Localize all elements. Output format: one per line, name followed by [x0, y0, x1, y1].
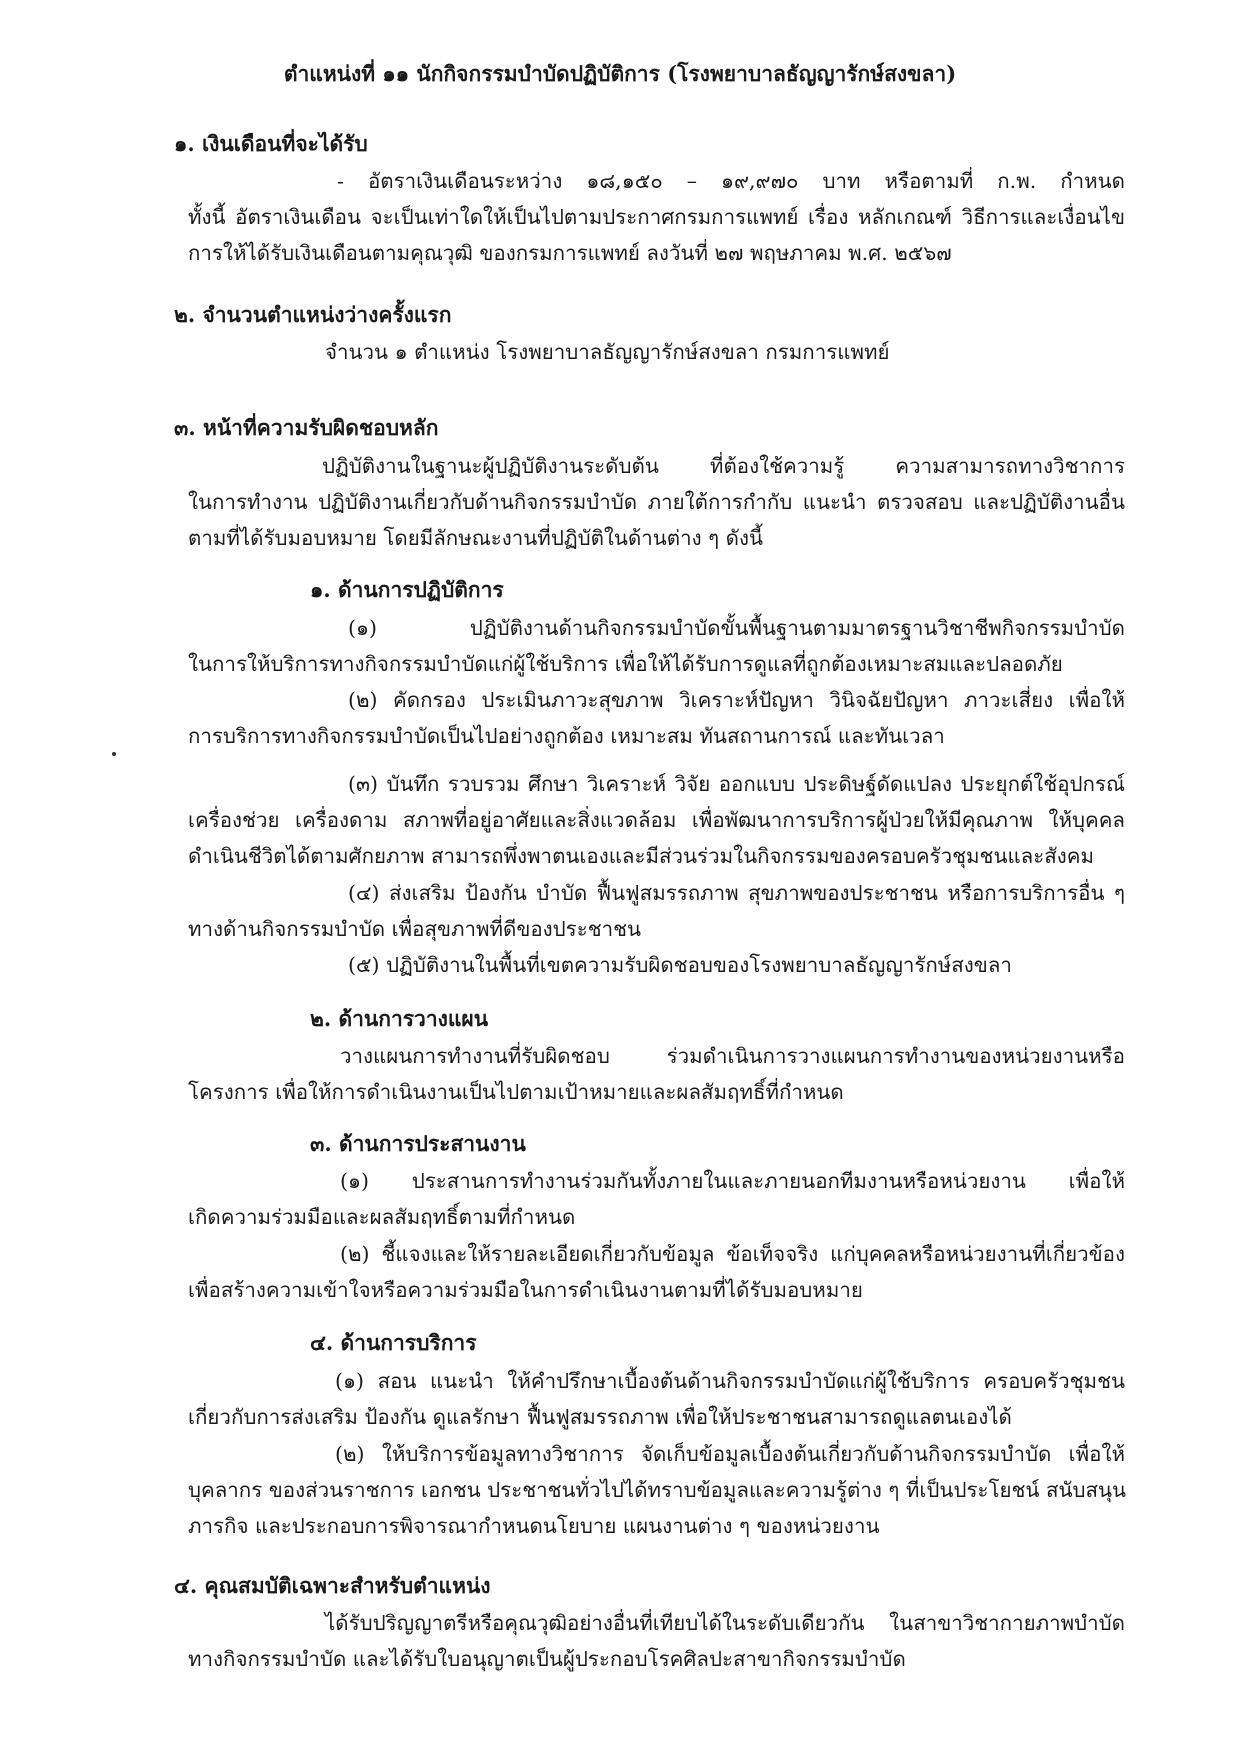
subsection-service-heading: ๔. ด้านการบริการ [310, 1330, 477, 1355]
qualification-line: ได้รับปริญญาตรีหรือคุณวุฒิอย่างอื่นที่เทียบได้ในระดับเดียวกัน ในสาขาวิชากายภาพบำบัด [325, 1611, 1125, 1635]
service-line: เกี่ยวกับการส่งเสริม ป้องกัน ดูแลรักษา ฟื้นฟูสมรรถภาพ เพื่อให้ประชาชนสามารถดูแลตนเองได้ [188, 1405, 1012, 1429]
operations-item-line: (๑) ปฏิบัติงานด้านกิจกรรมบำบัดขั้นพื้นฐานตามมาตรฐานวิชาชีพกิจกรรมบำบัด [348, 616, 1125, 640]
operations-item-line: เครื่องช่วย เครื่องดาม สภาพที่อยู่อาศัยและสิ่งแวดล้อม เพื่อพัฒนาการบริการผู้ป่วยให้มีคุณภาพ ให้บุคคล [188, 808, 1125, 832]
qualification-line: ทางกิจกรรมบำบัด และได้รับใบอนุญาตเป็นผู้ประกอบโรคศิลปะสาขากิจกรรมบำบัด [188, 1647, 906, 1671]
operations-item-line: (๒) คัดกรอง ประเมินภาวะสุขภาพ วิเคราะห์ปัญหา วินิจฉัยปัญหา ภาวะเสี่ยง เพื่อให้ [348, 688, 1125, 712]
coordination-line: เกิดความร่วมมือและผลสัมฤทธิ์ตามที่กำหนด [188, 1205, 576, 1229]
planning-line: โครงการ เพื่อให้การดำเนินงานเป็นไปตามเป้าหมายและผลสัมฤทธิ์ที่กำหนด [188, 1080, 844, 1104]
salary-line: - อัตราเงินเดือนระหว่าง ๑๘,๑๕๐ – ๑๙,๙๗๐ บาท หรือตามที่ ก.พ. กำหนด [337, 169, 1125, 193]
section-1-heading: ๑. เงินเดือนที่จะได้รับ [174, 131, 368, 156]
operations-item-line: (๓) บันทึก รวบรวม ศึกษา วิเคราะห์ วิจัย ออกแบบ ประดิษฐ์ดัดแปลง ประยุกต์ใช้อุปกรณ์ [348, 772, 1125, 796]
subsection-coordination-heading: ๓. ด้านการประสานงาน [310, 1131, 526, 1156]
operations-item-line: ทางด้านกิจกรรมบำบัด เพื่อสุขภาพที่ดีของประชาชน [188, 917, 642, 941]
subsection-planning-heading: ๒. ด้านการวางแผน [310, 1006, 489, 1031]
duty-intro-line: ในการทำงาน ปฏิบัติงานเกี่ยวกับด้านกิจกรรมบำบัด ภายใต้การกำกับ แนะนำ ตรวจสอบ และปฏิบัติงานอื่น [188, 490, 1125, 514]
service-line: (๑) สอน แนะนำ ให้คำปรึกษาเบื้องต้นด้านกิจกรรมบำบัดแก่ผู้ใช้บริการ ครอบครัวชุมชน [335, 1369, 1125, 1393]
section-4-heading: ๔. คุณสมบัติเฉพาะสำหรับตำแหน่ง [174, 1573, 491, 1598]
operations-item-line: (๔) ส่งเสริม ป้องกัน บำบัด ฟื้นฟูสมรรถภาพ สุขภาพของประชาชน หรือการบริการอื่น ๆ [348, 881, 1125, 905]
page-title: ตำแหน่งที่ ๑๑ นักกิจกรรมบำบัดปฏิบัติการ (โรงพยาบาลธัญญารักษ์สงขลา) [283, 61, 957, 86]
service-line: ภารกิจ และประกอบการพิจารณากำหนดนโยบาย แผนงานต่าง ๆ ของหน่วยงาน [188, 1514, 880, 1538]
scan-speck [112, 752, 116, 756]
operations-item-line: (๕) ปฏิบัติงานในพื้นที่เขตความรับผิดชอบของโรงพยาบาลธัญญารักษ์สงขลา [348, 953, 1012, 977]
coordination-line: เพื่อสร้างความเข้าใจหรือความร่วมมือในการดำเนินงานตามที่ได้รับมอบหมาย [188, 1278, 863, 1302]
operations-item-line: ในการให้บริการทางกิจกรรมบำบัดแก่ผู้ใช้บริการ เพื่อให้ได้รับการดูแลที่ถูกต้องเหมาะสมและปลอดภัย [188, 652, 1063, 676]
operations-item-line: ดำเนินชีวิตได้ตามศักยภาพ สามารถพึ่งพาตนเองและมีส่วนร่วมในกิจกรรมของครอบครัวชุมชนและสังคม [188, 844, 1094, 868]
duty-intro-line: ปฏิบัติงานในฐานะผู้ปฏิบัติงานระดับต้น ที่ต้องใช้ความรู้ ความสามารถทางวิชาการ [322, 454, 1125, 478]
operations-item-line: การบริการทางกิจกรรมบำบัดเป็นไปอย่างถูกต้อง เหมาะสม ทันสถานการณ์ และทันเวลา [188, 724, 945, 748]
planning-line: วางแผนการทำงานที่รับผิดชอบ ร่วมดำเนินการวางแผนการทำงานของหน่วยงานหรือ [340, 1044, 1125, 1068]
service-line: (๒) ให้บริการข้อมูลทางวิชาการ จัดเก็บข้อมูลเบื้องต้นเกี่ยวกับด้านกิจกรรมบำบัด เพื่อให้ [335, 1442, 1125, 1466]
salary-note-line: ทั้งนี้ อัตราเงินเดือน จะเป็นเท่าใดให้เป็นไปตามประกาศกรมการแพทย์ เรื่อง หลักเกณฑ์ วิธีการและเงื่อนไข [188, 205, 1125, 229]
coordination-line: (๑) ประสานการทำงานร่วมกันทั้งภายในและภายนอกทีมงานหรือหน่วยงาน เพื่อให้ [340, 1169, 1125, 1193]
section-3-heading: ๓. หน้าที่ความรับผิดชอบหลัก [174, 415, 439, 440]
salary-note-line: การให้ได้รับเงินเดือนตามคุณวุฒิ ของกรมการแพทย์ ลงวันที่ ๒๗ พฤษภาคม พ.ศ. ๒๕๖๗ [188, 241, 952, 265]
section-2-heading: ๒. จำนวนตำแหน่งว่างครั้งแรก [174, 302, 452, 327]
duty-intro-line: ตามที่ได้รับมอบหมาย โดยมีลักษณะงานที่ปฏิบัติในด้านต่าง ๆ ดังนี้ [188, 526, 763, 550]
coordination-line: (๒) ชี้แจงและให้รายละเอียดเกี่ยวกับข้อมูล ข้อเท็จจริง แก่บุคคลหรือหน่วยงานที่เกี่ยวข้อง [340, 1242, 1125, 1266]
subsection-operations-heading: ๑. ด้านการปฏิบัติการ [310, 577, 504, 602]
vacancy-line: จำนวน ๑ ตำแหน่ง โรงพยาบาลธัญญารักษ์สงขลา กรมการแพทย์ [325, 340, 890, 364]
service-line: บุคลากร ของส่วนราชการ เอกชน ประชาชนทั่วไปได้ทราบข้อมูลและความรู้ต่าง ๆ ที่เป็นประโยชน์ สนับสนุน [188, 1478, 1127, 1502]
